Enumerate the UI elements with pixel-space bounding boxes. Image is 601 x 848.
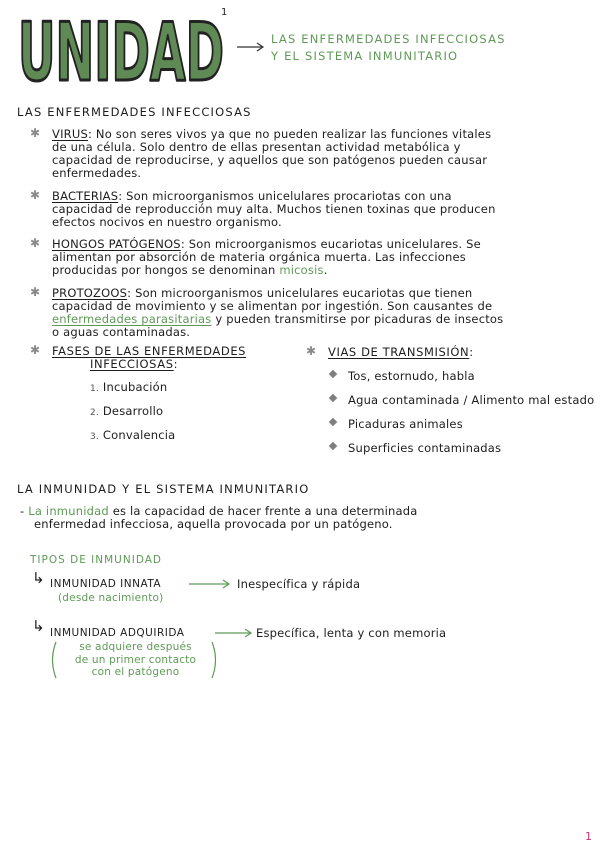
diamond-bullet-icon <box>329 442 337 450</box>
term-micosis: micosis <box>279 263 324 277</box>
hongos-line3-end: . <box>323 263 328 277</box>
virus-line4: enfermedades. <box>52 166 142 180</box>
corner-arrow-icon: ↳ <box>32 569 45 587</box>
vias-item-label: Tos, estornudo, habla <box>348 369 475 383</box>
arrow-right-icon <box>236 42 266 52</box>
fases-block <box>30 343 292 371</box>
section-heading-inmunidad: LA INMUNIDAD Y EL SISTEMA INMUNITARIO <box>17 482 310 496</box>
fases-item-number: 2. <box>90 408 99 418</box>
term-virus: VIRUS <box>52 127 88 141</box>
vias-item <box>348 394 594 407</box>
star-bullet-icon: ✱ <box>30 285 41 299</box>
innata-result: Inespecífica y rápida <box>237 577 361 591</box>
innata-label: INMUNIDAD INNATA <box>50 578 162 590</box>
adquirida-note-line3: con el patógeno <box>91 666 180 678</box>
virus-line2: de una célula. Solo dentro de ellas presentan actividad metabólica y <box>52 140 461 154</box>
virus-paragraph <box>30 126 592 180</box>
star-bullet-icon: ✱ <box>30 126 41 140</box>
adquirida-note-line2: de un primer contacto <box>74 653 197 666</box>
bacterias-paragraph <box>30 188 592 229</box>
inmunidad-definition <box>20 505 580 531</box>
definition-line2: enfermedad infecciosa, aquella provocada por un patógeno. <box>34 517 393 531</box>
adquirida-result: Específica, lenta y con memoria <box>256 626 447 640</box>
vias-block <box>306 344 474 359</box>
virus-line3: capacidad de reproducirse, y aquellos que son patógenos pueden causar <box>52 153 488 167</box>
unit-title-art <box>12 2 232 92</box>
fases-item-label: Desarrollo <box>102 404 164 418</box>
diamond-bullet-icon <box>329 370 337 378</box>
hongos-paragraph <box>30 236 592 277</box>
vias-item-label: Agua contaminada / Alimento mal estado <box>348 393 595 407</box>
fases-item-number: 1. <box>90 384 99 394</box>
fases-title-line2: INFECCIOSAS <box>90 357 174 371</box>
hongos-line3: producidas por hongos se denominan <box>52 263 276 277</box>
page-number: 1 <box>585 830 593 843</box>
adquirida-label: INMUNIDAD ADQUIRIDA <box>50 627 185 639</box>
fases-item <box>90 381 167 396</box>
star-bullet-icon: ✱ <box>30 188 41 202</box>
fases-title-colon: : <box>173 357 179 371</box>
protozoos-line2: capacidad de movimiento y se alimentan por ingestión. Son causantes de <box>52 299 493 313</box>
unit-title-badge <box>12 2 232 92</box>
unit-subtitle-line1: LAS ENFERMEDADES INFECCIOSAS <box>271 32 506 46</box>
unit-number: 1 <box>221 7 228 18</box>
term-parasitarias: enfermedades parasitarias <box>52 312 212 326</box>
vias-item <box>348 442 501 455</box>
virus-line1: : No son seres vivos ya que no pueden realizar las funciones vitales <box>87 127 492 141</box>
adquirida-note-line1: se adquiere después <box>79 641 192 653</box>
corner-arrow-icon: ↳ <box>32 617 45 635</box>
term-hongos: HONGOS PATÓGENOS <box>52 237 181 251</box>
fases-item-label: Convalencia <box>102 428 176 442</box>
hongos-line2: alimentan por absorción de materia orgánica muerta. Las infecciones <box>52 250 466 264</box>
protozoos-line3: y pueden transmitirse por picaduras de insectos <box>211 312 504 326</box>
term-protozoos: PROTOZOOS <box>52 286 128 300</box>
vias-item-label: Superficies contaminadas <box>348 441 502 455</box>
diamond-bullet-icon <box>329 394 337 402</box>
protozoos-paragraph <box>30 285 592 339</box>
tipos-heading: TIPOS DE INMUNIDAD <box>30 554 162 566</box>
protozoos-line4: o aguas contaminadas. <box>52 325 191 339</box>
bacterias-line3: efectos nocivos en nuestro organismo. <box>52 215 282 229</box>
section-heading-infecciosas: LAS ENFERMEDADES INFECCIOSAS <box>17 105 252 119</box>
term-bacterias: BACTERIAS <box>52 189 119 203</box>
star-bullet-icon: ✱ <box>30 343 41 357</box>
arrow-right-icon <box>188 579 232 589</box>
hongos-line1: : Son microorganismos eucariotas unicelulares. Se <box>180 237 481 251</box>
adquirida-note <box>58 641 213 679</box>
unit-subtitle-line2: Y EL SISTEMA INMUNITARIO <box>271 49 459 63</box>
bacterias-line2: capacidad de reproducción muy alta. Muchos tienen toxinas que producen <box>52 202 496 216</box>
term-inmunidad: La inmunidad <box>28 504 109 518</box>
fases-item-number: 3. <box>90 432 99 442</box>
arrow-right-icon <box>214 628 254 638</box>
vias-item-label: Picaduras animales <box>348 417 463 431</box>
fases-item <box>90 429 175 444</box>
vias-item <box>348 418 463 431</box>
definition-line1: es la capacidad de hacer frente a una determinada <box>108 504 418 518</box>
definition-dash: - <box>20 504 25 518</box>
vias-item <box>348 370 475 383</box>
innata-note: (desde nacimiento) <box>58 592 164 604</box>
fases-title-line1: FASES DE LAS ENFERMEDADES <box>52 344 247 358</box>
open-paren-icon <box>48 640 58 680</box>
star-bullet-icon: ✱ <box>306 344 317 358</box>
bacterias-line1: : Son microorganismos unicelulares procariotas con una <box>118 189 452 203</box>
fases-item <box>90 405 163 420</box>
diamond-bullet-icon <box>329 418 337 426</box>
unit-title: UNIDAD <box>18 6 224 92</box>
vias-title: VIAS DE TRANSMISIÓN <box>328 345 470 359</box>
star-bullet-icon: ✱ <box>30 236 41 250</box>
fases-item-label: Incubación <box>102 380 168 394</box>
protozoos-line1: : Son microorganismos unicelulares eucariotas que tienen <box>127 286 473 300</box>
vias-title-colon: : <box>469 345 474 359</box>
